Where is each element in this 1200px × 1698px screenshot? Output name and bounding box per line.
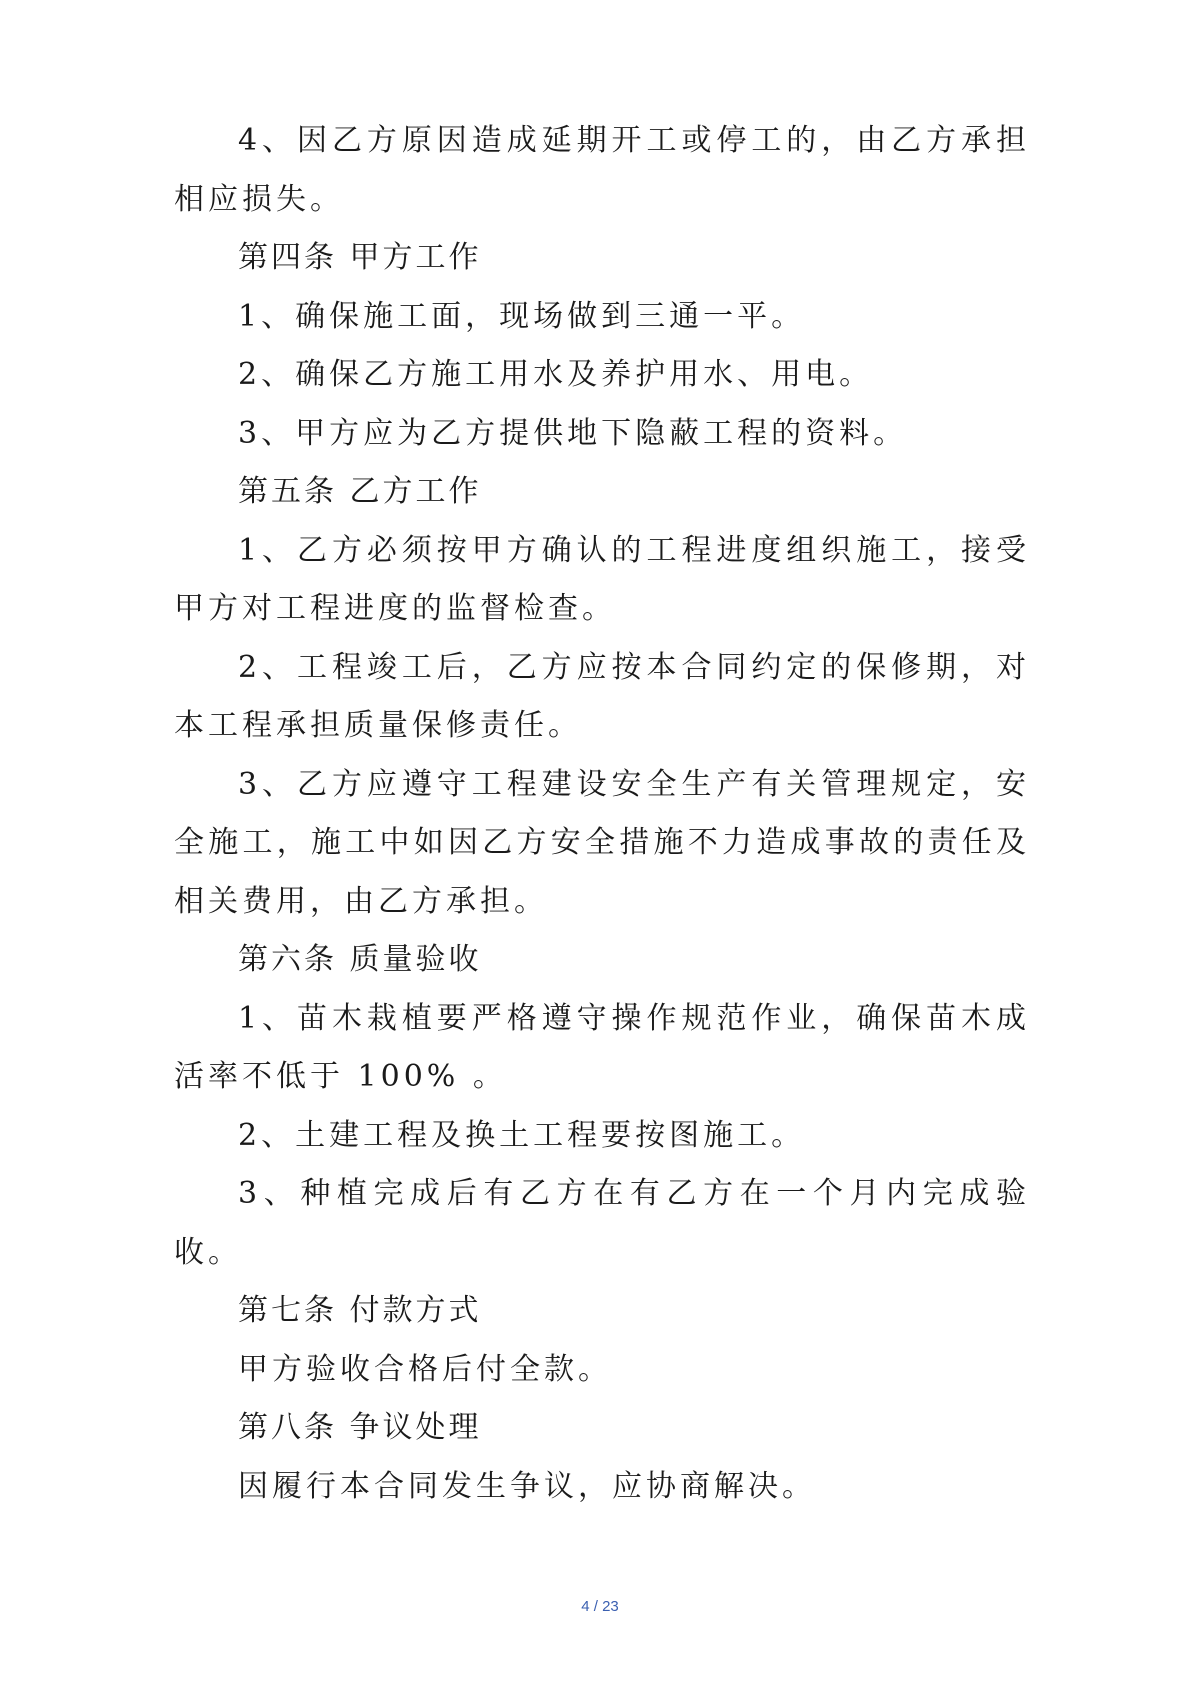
article-5-item-1: 1、乙方必须按甲方确认的工程进度组织施工，接受甲方对工程进度的监督检查。 [174,532,1030,626]
article-4-item-1: 1、确保施工面，现场做到三通一平。 [238,298,806,334]
article-6-item-1: 1、苗木栽植要严格遵守操作规范作业，确保苗木成活率不低于 100% 。 [174,1000,1030,1094]
article-7-heading: 第七条 付款方式 [238,1293,482,1328]
article-7-body: 甲方验收合格后付全款。 [238,1351,612,1387]
article-6-item-3: 3、种植完成后有乙方在有乙方在一个月内完成验收。 [174,1176,1030,1270]
article-6-heading: 第六条 质量验收 [238,942,482,977]
article-8-heading: 第八条 争议处理 [238,1410,482,1445]
page-number: 4 / 23 [581,1598,619,1615]
document-body [174,112,1030,1516]
article-5-item-3: 3、乙方应遵守工程建设安全生产有关管理规定，安全施工，施工中如因乙方安全措施不力造成事故的责任及相关费用，由乙方承担。 [174,766,1030,919]
article-4-item-3: 3、甲方应为乙方提供地下隐蔽工程的资料。 [238,415,908,451]
article-6-item-2: 2、土建工程及换土工程要按图施工。 [238,1117,806,1153]
article-5-item-2: 2、工程竣工后，乙方应按本合同约定的保修期，对本工程承担质量保修责任。 [174,649,1030,743]
article-4-heading: 第四条 甲方工作 [238,240,482,275]
article-5-heading: 第五条 乙方工作 [238,474,482,509]
article-8-body: 因履行本合同发生争议，应协商解决。 [238,1468,816,1504]
paragraph-item-4-delay: 4、因乙方原因造成延期开工或停工的，由乙方承担相应损失。 [174,123,1030,217]
article-4-item-2: 2、确保乙方施工用水及养护用水、用电。 [238,357,874,392]
